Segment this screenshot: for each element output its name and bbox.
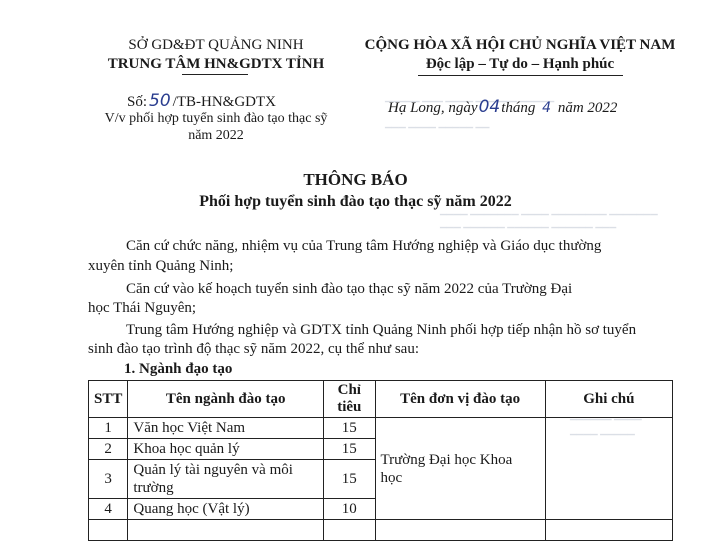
paragraph-3-line-2: sinh đào tạo trình độ thạc sỹ năm 2022, cụ thể như sau: bbox=[88, 341, 419, 357]
handwritten-number: 50 bbox=[149, 91, 171, 111]
bleed-through-text: ▁▁▁ ▁▁▁▁▁▁ ▁▁▁▁▁▁ ▁▁▁▁▁▁ ▁▁▁ bbox=[440, 218, 617, 228]
header-quota: Chỉ tiêu bbox=[324, 381, 375, 418]
center-name: TRUNG TÂM HN&GDTX TỈNH bbox=[107, 56, 325, 72]
row-quota: 15 bbox=[324, 418, 375, 439]
header-divider bbox=[182, 74, 248, 75]
table-header-row bbox=[89, 381, 673, 418]
paragraph-2-line-1: Căn cứ vào kế hoạch tuyển sinh đào tạo thạc sỹ năm 2022 của Trường Đại bbox=[126, 281, 573, 297]
bleed-through-text: ▁▁▁▁▁ ▁▁▁ ▁▁▁▁ ▁▁▁▁▁▁ ▁▁▁▁▁ bbox=[385, 92, 555, 102]
republic-title: CỘNG HÒA XÃ HỘI CHỦ NGHĨA VIỆT NAM bbox=[364, 37, 676, 53]
subject-line-1: V/v phối hợp tuyển sinh đào tạo thạc sỹ bbox=[104, 111, 328, 126]
subject-line-2: năm 2022 bbox=[188, 128, 244, 143]
motto-underline bbox=[418, 75, 623, 76]
row-quota: 15 bbox=[324, 460, 375, 499]
training-unit-cell: Trường Đại học Khoa học bbox=[375, 418, 545, 520]
row-stt: 1 bbox=[89, 418, 128, 439]
month-value: 4 bbox=[542, 100, 552, 116]
bleed-through-text: ▁▁▁▁ ▁▁▁▁▁▁▁ ▁▁▁▁ ▁▁▁▁▁▁▁▁ ▁▁▁▁▁▁▁ bbox=[440, 205, 658, 215]
table-row bbox=[89, 418, 673, 439]
section-heading: 1. Ngành đạo tạo bbox=[124, 361, 233, 377]
paragraph-2-line-2: học Thái Nguyên; bbox=[88, 300, 197, 316]
handwritten-day: 04 bbox=[478, 97, 501, 117]
table-row-partial bbox=[89, 520, 673, 541]
majors-table bbox=[88, 380, 673, 541]
row-quota: 15 bbox=[324, 439, 375, 460]
motto: Độc lập – Tự do – Hạnh phúc bbox=[425, 56, 615, 72]
row-major-name: Văn học Việt Nam bbox=[128, 418, 324, 439]
paragraph-3-line-1: Trung tâm Hướng nghiệp và GDTX tỉnh Quảng Ninh phối hợp tiếp nhận hồ sơ tuyển bbox=[126, 322, 637, 338]
row-major-name: Quang học (Vật lý) bbox=[128, 499, 324, 520]
paragraph-1-line-1: Căn cứ chức năng, nhiệm vụ của Trung tâm Hướng nghiệp và Giáo dục thường bbox=[126, 238, 602, 254]
document-date: Hạ Long, ngày04tháng 4 năm 2022 bbox=[388, 97, 618, 117]
header-stt: STT bbox=[89, 381, 128, 418]
row-stt: 3 bbox=[89, 460, 128, 499]
note-cell bbox=[545, 418, 672, 520]
row-stt: 2 bbox=[89, 439, 128, 460]
notice-subtitle: Phối hợp tuyển sinh đào tạo thạc sỹ năm 2022 bbox=[199, 193, 512, 210]
bleed-through-text: ▁▁▁ ▁▁▁▁ ▁▁▁▁▁ ▁▁ bbox=[385, 118, 490, 128]
header-training-unit: Tên đơn vị đào tạo bbox=[375, 381, 545, 418]
bleed-through-text: ▁▁▁▁▁▁ ▁▁▁▁ bbox=[570, 410, 642, 420]
notice-title: THÔNG BÁO bbox=[303, 170, 408, 189]
header-major-name: Tên ngành đào tạo bbox=[128, 381, 324, 418]
paragraph-1-line-2: xuyên tỉnh Quảng Ninh; bbox=[88, 258, 234, 274]
document-number: Số: 50 /TB-HN&GDTX bbox=[127, 91, 276, 111]
header-note: Ghi chú bbox=[545, 381, 672, 418]
row-quota: 10 bbox=[324, 499, 375, 520]
bleed-through-text: ▁▁▁▁ ▁▁▁▁▁ bbox=[570, 425, 635, 435]
department-name: SỞ GD&ĐT QUẢNG NINH bbox=[128, 37, 304, 53]
row-stt: 4 bbox=[89, 499, 128, 520]
row-major-name: Quản lý tài nguyên và môi trường bbox=[128, 460, 324, 499]
row-major-name: Khoa học quản lý bbox=[128, 439, 324, 460]
